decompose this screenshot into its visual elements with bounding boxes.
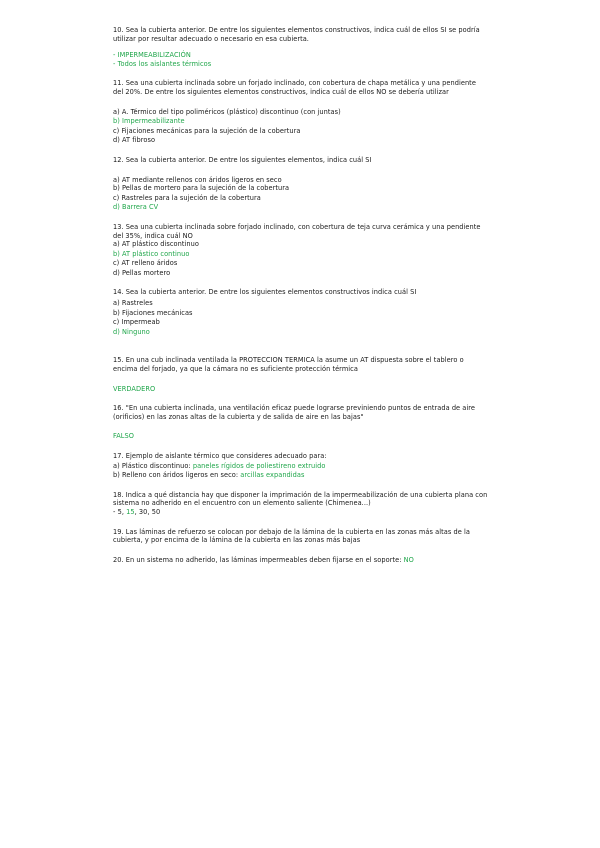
distance-post: , 30, 50 xyxy=(134,507,161,516)
question-19 xyxy=(113,528,488,545)
answer-true: VERDADERO xyxy=(113,384,156,393)
answer-no: NO xyxy=(403,555,414,564)
question-text: 11. Sea una cubierta inclinada sobre un forjado inclinado, con cobertura de chapa metálica y una pendiente del 20%. De entre los siguientes elementos constructivos, indica cuál de ellos NO se debería utilizar xyxy=(113,79,476,96)
question-text: 20. En un sistema no adherido, las láminas impermeables deben fijarse en el soporte: xyxy=(113,555,404,564)
question-text: 10. Sea la cubierta anterior. De entre los siguientes elementos constructivos, indica cuál de ellos SI se podría utilizar por resultar adecuado o necesario en esa cubierta. xyxy=(113,26,480,43)
option-d-correct: d) Ninguno xyxy=(113,327,150,336)
option-c: c) AT relleno áridos xyxy=(113,259,178,268)
distance-options xyxy=(113,508,488,517)
option-b: b) Pellas de mortero para la sujeción de la cobertura xyxy=(113,184,290,193)
question-13 xyxy=(113,223,488,240)
question-14 xyxy=(113,288,488,297)
option-b-line xyxy=(113,471,488,480)
question-17 xyxy=(113,452,488,461)
question-10 xyxy=(113,26,488,43)
answer-line: - Todos los aislantes térmicos xyxy=(113,59,212,68)
distance-answer: 15 xyxy=(126,507,135,516)
option-a-label: a) Plástico discontinuo: xyxy=(113,461,193,470)
option-b-answer: arcillas expandidas xyxy=(240,471,305,480)
question-11 xyxy=(113,79,488,96)
question-text: 14. Sea la cubierta anterior. De entre los siguientes elementos constructivos indica cuál SI xyxy=(113,288,417,297)
option-a: a) A. Térmico del tipo poliméricos (plástico) discontinuo (con juntas) xyxy=(113,107,341,116)
answer-false: FALSO xyxy=(113,432,134,441)
exam-page xyxy=(113,26,488,564)
distance-pre: - 5, xyxy=(113,507,127,516)
option-d: d) Pellas mortero xyxy=(113,268,171,277)
option-a: a) AT plástico discontinuo xyxy=(113,240,199,249)
question-text: 15. En una cub inclinada ventilada la PROTECCION TERMICA la asume un AT dispuesta sobre el tablero o encima del forjado, ya que la cámara no es suficiente protección térmica xyxy=(113,356,464,374)
question-text: 16. "En una cubierta inclinada, una ventilación eficaz puede lograrse previniendo puntos de entrada de aire (orificios) en las zonas altas de la cubierta y de salida de aire en las bajas" xyxy=(113,404,475,421)
question-text: 12. Sea la cubierta anterior. De entre los siguientes elementos, indica cuál SI xyxy=(113,155,372,164)
option-d-correct: d) Barrera CV xyxy=(113,203,159,212)
option-a-line xyxy=(113,462,488,471)
question-16 xyxy=(113,404,488,421)
option-a: a) AT mediante rellenos con áridos ligeros en seco xyxy=(113,175,282,184)
option-b-correct: b) AT plástico continuo xyxy=(113,249,190,258)
question-20 xyxy=(113,556,488,565)
option-a-answer: paneles rígidos de poliestireno extruido xyxy=(192,461,326,470)
question-18 xyxy=(113,491,488,508)
question-15 xyxy=(113,356,488,373)
option-c: c) Fijaciones mecánicas para la sujeción de la cobertura xyxy=(113,126,301,135)
question-text: 13. Sea una cubierta inclinada sobre forjado inclinado, con cobertura de teja curva cerámica y una pendiente del 35%, indica cuál NO xyxy=(113,222,481,240)
option-c: c) Rastreles para la sujeción de la cobertura xyxy=(113,193,261,202)
option-b: b) Fijaciones mecánicas xyxy=(113,308,193,317)
question-12 xyxy=(113,156,488,165)
option-d: d) AT fibroso xyxy=(113,136,156,145)
option-b-label: b) Relleno con áridos ligeros en seco: xyxy=(113,471,241,480)
option-b-correct: b) Impermeabilizante xyxy=(113,117,185,126)
question-text: 17. Ejemplo de aislante térmico que consideres adecuado para: xyxy=(113,452,327,460)
answer-line: - IMPERMEABILIZACIÓN xyxy=(113,51,191,60)
question-text: 18. Indica a qué distancia hay que disponer la imprimación de la impermeabilización de una cubierta plana con sistema no adherido en el encuentro con un elemento saliente (Chimenea...) xyxy=(113,490,488,508)
question-text: 19. Las láminas de refuerzo se colocan por debajo de la lámina de la cubierta en las zonas más altas de la cubierta, y por encima de la lámina de la cubierta en las zonas más bajas xyxy=(113,527,470,545)
option-a: a) Rastreles xyxy=(113,299,153,308)
option-c: c) Impermeab xyxy=(113,318,160,327)
